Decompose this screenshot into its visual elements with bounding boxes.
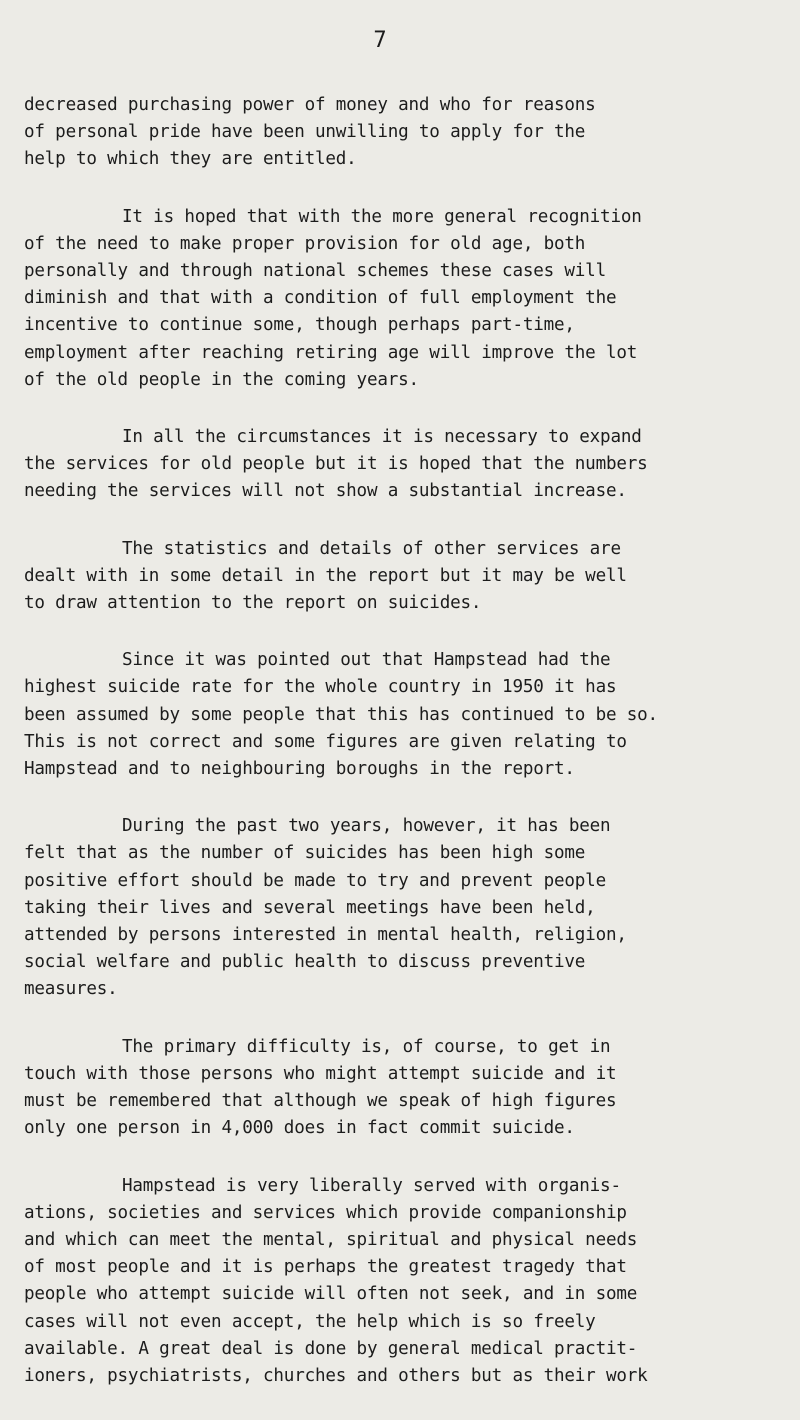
- text-line: diminish and that with a condition of full employment the: [24, 288, 617, 309]
- text-line: ations, societies and services which provide companionship: [24, 1202, 627, 1223]
- text-line: of the need to make proper provision for old age, both: [24, 233, 586, 254]
- text-line: of personal pride have been unwilling to apply for the: [24, 122, 586, 143]
- text-line: of most people and it is perhaps the greatest tragedy that: [24, 1257, 627, 1278]
- text-line: and which can meet the mental, spiritual and physical needs: [24, 1229, 638, 1250]
- text-line: In all the circumstances it is necessary to expand: [122, 427, 642, 448]
- paragraph: [24, 1173, 774, 1391]
- text-line: people who attempt suicide will often not seek, and in some: [24, 1284, 638, 1305]
- body-text: [24, 92, 774, 1420]
- text-line: social welfare and public health to discuss preventive: [24, 952, 586, 973]
- text-line: This is not correct and some figures are given relating to: [24, 731, 627, 752]
- text-line: touch with those persons who might attempt suicide and it: [24, 1063, 617, 1084]
- text-line: It is hoped that with the more general recognition: [122, 206, 642, 227]
- text-line: cases will not even accept, the help which is so freely: [24, 1311, 596, 1332]
- text-line: The statistics and details of other services are: [122, 538, 621, 559]
- paragraph: [24, 536, 774, 618]
- text-line: personally and through national schemes these cases will: [24, 261, 606, 282]
- paragraph: [24, 813, 774, 1003]
- text-line: Since it was pointed out that Hampstead had the: [122, 650, 611, 671]
- text-line: measures.: [24, 979, 118, 1000]
- text-line: incentive to continue some, though perhaps part-time,: [24, 315, 575, 336]
- text-line: ioners, psychiatrists, churches and others but as their work: [24, 1365, 648, 1386]
- text-line: felt that as the number of suicides has been high some: [24, 843, 586, 864]
- text-line: highest suicide rate for the whole country in 1950 it has: [24, 677, 617, 698]
- text-line: Hampstead and to neighbouring boroughs in the report.: [24, 759, 575, 780]
- text-line: attended by persons interested in mental health, religion,: [24, 925, 627, 946]
- text-line: needing the services will not show a substantial increase.: [24, 481, 627, 502]
- paragraph: [24, 647, 774, 783]
- text-line: positive effort should be made to try and prevent people: [24, 870, 606, 891]
- text-line: to draw attention to the report on suicides.: [24, 593, 482, 614]
- text-line: help to which they are entitled.: [24, 149, 357, 170]
- text-line: Hampstead is very liberally served with organis-: [122, 1175, 621, 1196]
- text-line: of the old people in the coming years.: [24, 369, 419, 390]
- text-line: taking their lives and several meetings have been held,: [24, 897, 596, 918]
- text-line: The primary difficulty is, of course, to get in: [122, 1036, 611, 1057]
- text-line: must be remembered that although we speak of high figures: [24, 1091, 617, 1112]
- text-line: employment after reaching retiring age will improve the lot: [24, 342, 638, 363]
- paragraph: [24, 1034, 774, 1143]
- text-line: been assumed by some people that this has continued to be so.: [24, 704, 658, 725]
- paragraph: [24, 92, 774, 174]
- text-line: only one person in 4,000 does in fact commit suicide.: [24, 1118, 575, 1139]
- text-line: During the past two years, however, it has been: [122, 816, 611, 837]
- text-line: available. A great deal is done by general medical practit-: [24, 1338, 638, 1359]
- text-line: decreased purchasing power of money and who for reasons: [24, 95, 596, 115]
- paragraph: [24, 204, 774, 394]
- text-line: the services for old people but it is hoped that the numbers: [24, 454, 648, 475]
- page-number: 7: [373, 28, 387, 53]
- text-line: dealt with in some detail in the report but it may be well: [24, 565, 627, 586]
- paragraph: [24, 424, 774, 506]
